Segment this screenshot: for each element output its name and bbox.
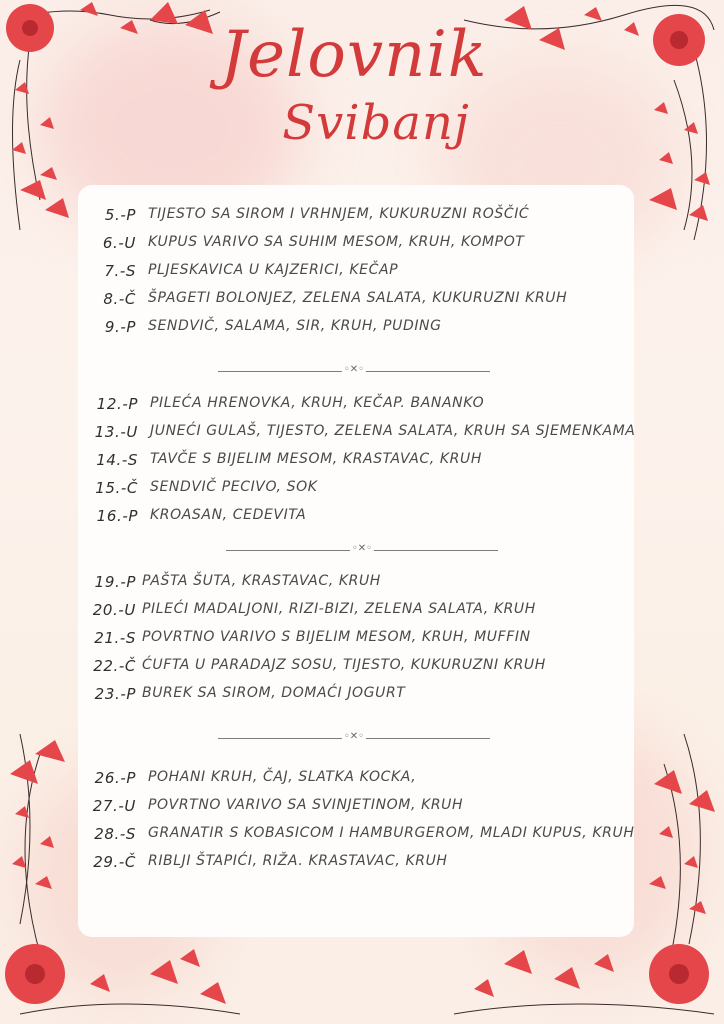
menu-day: 9.-P bbox=[104, 318, 136, 336]
menu-row bbox=[0, 479, 724, 507]
menu-day: 13.-U bbox=[94, 423, 138, 441]
menu-row bbox=[0, 507, 724, 535]
menu-row bbox=[0, 234, 724, 262]
menu-meal: SENDVIČ PECIVO, SOK bbox=[150, 479, 318, 495]
menu-meal: POVRTNO VARIVO S BIJELIM MESOM, KRUH, MUFFIN bbox=[142, 629, 531, 645]
menu-row bbox=[0, 206, 724, 234]
menu-meal: TIJESTO SA SIROM I VRHNJEM, KUKURUZNI ROŠČIĆ bbox=[148, 206, 530, 222]
menu-day: 7.-S bbox=[104, 262, 136, 280]
menu-day: 21.-S bbox=[94, 629, 136, 647]
divider-ornament-icon: ◦✕◦ bbox=[343, 731, 365, 742]
menu-row bbox=[0, 423, 724, 451]
page-title: Jelovnik bbox=[220, 18, 488, 92]
menu-meal: RIBLJI ŠTAPIĆI, RIŽA. KRASTAVAC, KRUH bbox=[148, 853, 448, 869]
menu-day: 12.-P bbox=[96, 395, 138, 413]
section-divider bbox=[218, 733, 490, 745]
menu-day: 16.-P bbox=[96, 507, 138, 525]
menu-row bbox=[0, 290, 724, 318]
flower-corner-icon bbox=[0, 0, 260, 240]
menu-meal: ŠPAGETI BOLONJEZ, ZELENA SALATA, KUKURUZNI KRUH bbox=[148, 290, 568, 306]
menu-meal: POVRTNO VARIVO SA SVINJETINOM, KRUH bbox=[148, 797, 464, 813]
menu-row bbox=[0, 262, 724, 290]
menu-meal: POHANI KRUH, ČAJ, SLATKA KOCKA, bbox=[148, 769, 417, 785]
menu-day: 26.-P bbox=[94, 769, 136, 787]
menu-day: 14.-S bbox=[96, 451, 138, 469]
menu-meal: PILEĆI MADALJONI, RIZI-BIZI, ZELENA SALATA, KRUH bbox=[142, 601, 536, 617]
menu-meal: ĆUFTA U PARADAJZ SOSU, TIJESTO, KUKURUZNI KRUH bbox=[142, 657, 546, 673]
menu-day: 20.-U bbox=[92, 601, 136, 619]
menu-row bbox=[0, 629, 724, 657]
menu-meal: BUREK SA SIROM, DOMAĆI JOGURT bbox=[142, 685, 406, 701]
menu-row bbox=[0, 797, 724, 825]
menu-row bbox=[0, 657, 724, 685]
menu-meal: PAŠTA ŠUTA, KRASTAVAC, KRUH bbox=[142, 573, 381, 589]
menu-meal: KUPUS VARIVO SA SUHIM MESOM, KRUH, KOMPOT bbox=[148, 234, 525, 250]
menu-meal: PLJESKAVICA U KAJZERICI, KEČAP bbox=[148, 262, 399, 278]
menu-meal: KROASAN, CEDEVITA bbox=[150, 507, 307, 523]
menu-row bbox=[0, 318, 724, 346]
menu-row bbox=[0, 853, 724, 881]
menu-day: 22.-Č bbox=[93, 657, 136, 675]
menu-row bbox=[0, 395, 724, 423]
menu-day: 8.-Č bbox=[103, 290, 136, 308]
divider-ornament-icon: ◦✕◦ bbox=[343, 364, 365, 375]
menu-day: 23.-P bbox=[94, 685, 136, 703]
menu-row bbox=[0, 769, 724, 797]
divider-ornament-icon: ◦✕◦ bbox=[351, 543, 373, 554]
menu-day: 6.-U bbox=[102, 234, 136, 252]
menu-meal: JUNEĆI GULAŠ, TIJESTO, ZELENA SALATA, KRUH SA SJEMENKAMA bbox=[150, 423, 636, 439]
menu-row bbox=[0, 685, 724, 713]
menu-meal: PILEĆA HRENOVKA, KRUH, KEČAP. BANANKO bbox=[150, 395, 485, 411]
menu-row bbox=[0, 451, 724, 479]
menu-row bbox=[0, 825, 724, 853]
page-subtitle: Svibanj bbox=[282, 95, 470, 151]
menu-row bbox=[0, 573, 724, 601]
menu-row bbox=[0, 601, 724, 629]
menu-day: 29.-Č bbox=[93, 853, 136, 871]
menu-day: 15.-Č bbox=[95, 479, 138, 497]
menu-meal: TAVČE S BIJELIM MESOM, KRASTAVAC, KRUH bbox=[150, 451, 482, 467]
section-divider bbox=[226, 545, 498, 557]
menu-day: 27.-U bbox=[92, 797, 136, 815]
section-divider bbox=[218, 366, 490, 378]
menu-meal: GRANATIR S KOBASICOM I HAMBURGEROM, MLADI KUPUS, KRUH bbox=[148, 825, 635, 841]
menu-day: 5.-P bbox=[104, 206, 136, 224]
menu-meal: SENDVIČ, SALAMA, SIR, KRUH, PUDING bbox=[148, 318, 442, 334]
menu-day: 28.-S bbox=[94, 825, 136, 843]
menu-day: 19.-P bbox=[94, 573, 136, 591]
